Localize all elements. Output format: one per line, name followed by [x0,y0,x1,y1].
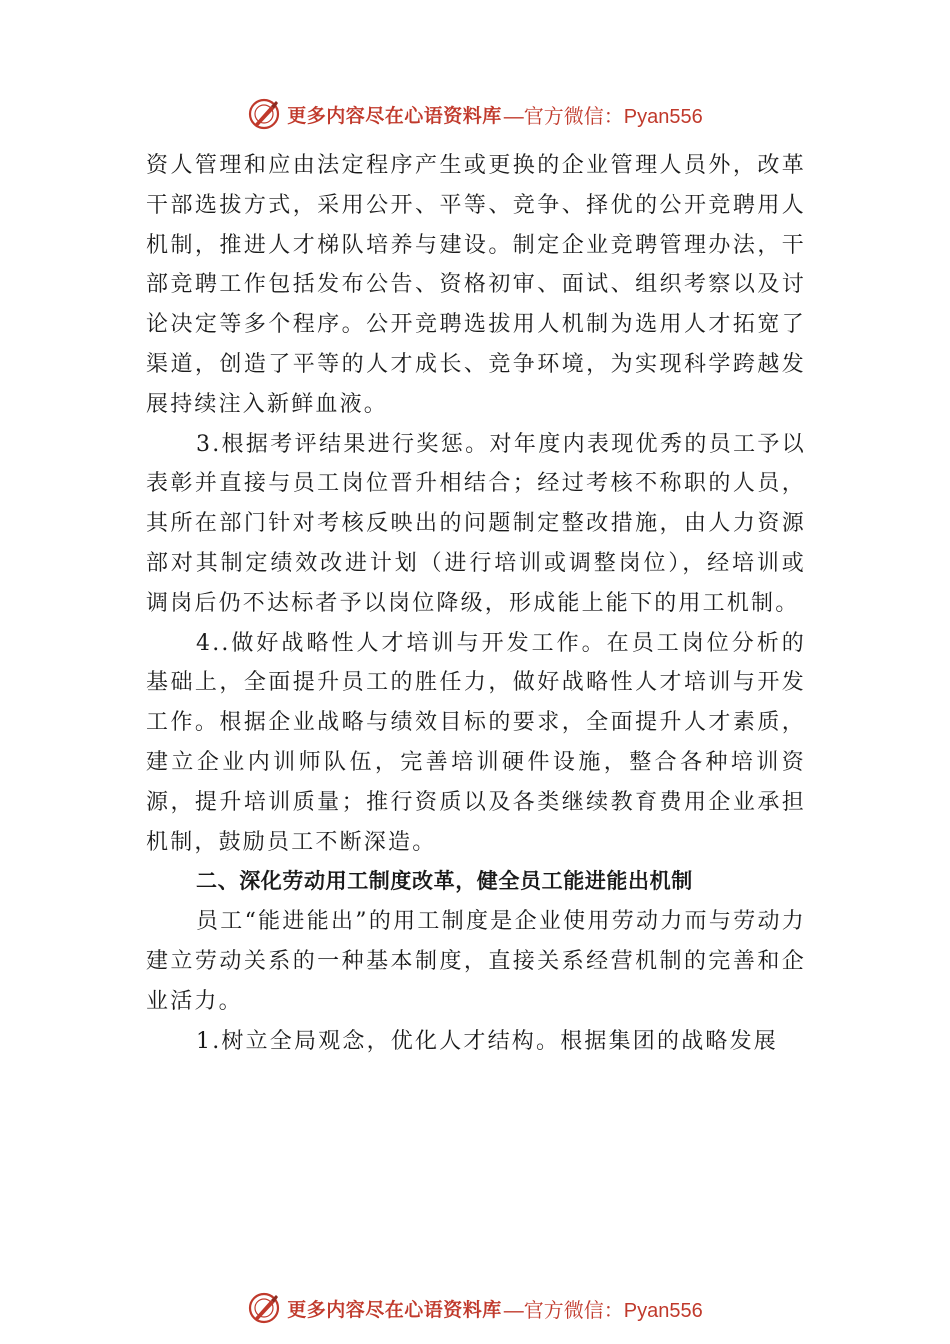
paragraph-2: 3.根据考评结果进行奖惩。对年度内表现优秀的员工予以表彰并直接与员工岗位晋升相结合；经过考核不称职的人员，其所在部门针对考核反映出的问题制定整改措施，由人力资源部对其制定绩效改进计划（进行培训或调整岗位），经培训或调岗后仍不达标者予以岗位降级，形成能上能下的用工机制。 [146,431,806,616]
banner-brand-text: 更多内容尽在心语资料库 [287,104,502,127]
document-body [146,146,806,1061]
paragraph-1: 资人管理和应由法定程序产生或更换的企业管理人员外，改革干部选拔方式，采用公开、平等、竞争、择优的公开竞聘用人机制，推进人才梯队培养与建设。制定企业竞聘管理办法，干部竞聘工作包括发布公告、资格初审、面试、组织考察以及讨论决定等多个程序。公开竞聘选拔用人机制为选用人才拓宽了渠道，创造了平等的人才成长、竞争环境，为实现科学跨越发展持续注入新鲜血液。 [146,153,806,417]
footer-banner [0,1288,950,1328]
banner-contact-text: —官方微信：Pyan556 [503,1299,703,1322]
paragraph-3: 4..做好战略性人才培训与开发工作。在员工岗位分析的基础上，全面提升员工的胜任力，做好战略性人才培训与开发工作。根据企业战略与绩效目标的要求，全面提升人才素质，建立企业内训师队伍，完善培训硬件设施，整合各种培训资源，提升培训质量；推行资质以及各类继续教育费用企业承担机制，鼓励员工不断深造。 [146,630,806,855]
pen-seal-logo-icon [247,97,281,131]
banner-brand-text: 更多内容尽在心语资料库 [287,1298,502,1321]
paragraph-4: 员工“能进能出”的用工制度是企业使用劳动力而与劳动力建立劳动关系的一种基本制度，直接关系经营机制的完善和企业活力。 [146,909,806,1014]
section-heading: 二、深化劳动用工制度改革，健全员工能进能出机制 [196,869,693,894]
header-banner [0,94,950,134]
banner-contact-text: —官方微信：Pyan556 [503,105,703,128]
paragraph-5: 1.树立全局观念，优化人才结构。根据集团的战略发展 [196,1028,778,1054]
pen-seal-logo-icon [247,1291,281,1325]
